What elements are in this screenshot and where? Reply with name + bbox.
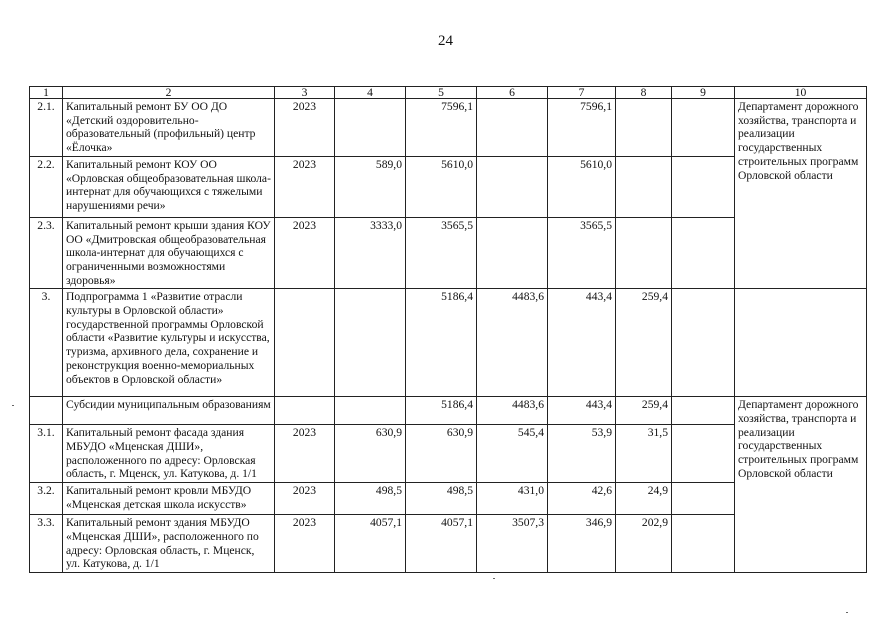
row-col8	[616, 99, 672, 157]
row-year: 2023	[275, 425, 335, 483]
table-row	[30, 99, 867, 157]
row-col4: 630,9	[335, 425, 406, 483]
header-cell: 9	[672, 87, 735, 99]
row-col6: 3507,3	[477, 515, 548, 573]
row-col8	[616, 156, 672, 217]
row-col4: 4057,1	[335, 515, 406, 573]
header-cell: 2	[63, 87, 275, 99]
row-col6	[477, 99, 548, 157]
row-col8: 24,9	[616, 483, 672, 515]
row-col4: 498,5	[335, 483, 406, 515]
row-number: 3.3.	[30, 515, 63, 573]
row-col9	[672, 217, 735, 289]
row-col9	[672, 515, 735, 573]
header-cell: 4	[335, 87, 406, 99]
row-number: 2.3.	[30, 217, 63, 289]
row-name: Капитальный ремонт кровли МБУДО «Мценская детская школа искусств»	[63, 483, 275, 515]
row-year	[275, 397, 335, 425]
row-year: 2023	[275, 99, 335, 157]
page-number: 24	[438, 33, 453, 49]
row-col7: 53,9	[548, 425, 616, 483]
row-name: Капитальный ремонт КОУ ОО «Орловская общеобразовательная школа-интернат для обучающихся с тяжелыми нарушениями речи»	[63, 156, 275, 217]
row-year: 2023	[275, 515, 335, 573]
row-col5: 5610,0	[406, 156, 477, 217]
row-col9	[672, 425, 735, 483]
row-year: 2023	[275, 217, 335, 289]
row-col8: 259,4	[616, 289, 672, 397]
row-col7: 3565,5	[548, 217, 616, 289]
table-row	[30, 397, 867, 425]
row-col7: 5610,0	[548, 156, 616, 217]
row-col6: 545,4	[477, 425, 548, 483]
row-col9	[672, 99, 735, 157]
row-year: 2023	[275, 483, 335, 515]
row-name: Капитальный ремонт БУ ОО ДО «Детский оздоровительно-образовательный (профильный) центр «Ёлочка»	[63, 99, 275, 157]
header-cell: 3	[275, 87, 335, 99]
table-header-row	[30, 87, 867, 99]
program-table	[29, 86, 867, 573]
row-col5: 4057,1	[406, 515, 477, 573]
row-col9	[672, 483, 735, 515]
row-col8: 31,5	[616, 425, 672, 483]
row-col8	[616, 217, 672, 289]
header-cell: 1	[30, 87, 63, 99]
row-col7: 42,6	[548, 483, 616, 515]
row-col5: 498,5	[406, 483, 477, 515]
responsible-department: Департамент дорожного хозяйства, транспорта и реализации государственных строительных программ Орловской области	[735, 99, 867, 289]
row-col5: 630,9	[406, 425, 477, 483]
row-col6: 4483,6	[477, 397, 548, 425]
row-number: 3.	[30, 289, 63, 397]
row-col8: 202,9	[616, 515, 672, 573]
row-col7: 443,4	[548, 397, 616, 425]
row-col4: 589,0	[335, 156, 406, 217]
row-col7: 7596,1	[548, 99, 616, 157]
row-year: 2023	[275, 156, 335, 217]
row-col9	[672, 397, 735, 425]
row-col8: 259,4	[616, 397, 672, 425]
row-col5: 3565,5	[406, 217, 477, 289]
row-col4	[335, 397, 406, 425]
row-col9	[672, 156, 735, 217]
row-year	[275, 289, 335, 397]
header-cell: 8	[616, 87, 672, 99]
row-col7: 443,4	[548, 289, 616, 397]
header-cell: 5	[406, 87, 477, 99]
department-empty-cell	[735, 289, 867, 397]
scan-speck	[493, 578, 495, 579]
row-col5: 7596,1	[406, 99, 477, 157]
row-name: Капитальный ремонт крыши здания КОУ ОО «Дмитровская общеобразовательная школа-интернат для обучающихся с ограниченными возможностями здоровья»	[63, 217, 275, 289]
table-row	[30, 289, 867, 397]
row-number: 2.1.	[30, 99, 63, 157]
header-cell: 10	[735, 87, 867, 99]
row-name: Субсидии муниципальным образованиям	[63, 397, 275, 425]
row-col5: 5186,4	[406, 397, 477, 425]
row-number: 3.1.	[30, 425, 63, 483]
scan-speck	[846, 612, 848, 613]
row-col4	[335, 99, 406, 157]
row-col6	[477, 156, 548, 217]
row-name: Капитальный ремонт фасада здания МБУДО «Мценская ДШИ», расположенного по адресу: Орловская область, г. Мценск, ул. Катукова, д. 1/1	[63, 425, 275, 483]
row-number	[30, 397, 63, 425]
row-number: 2.2.	[30, 156, 63, 217]
header-cell: 7	[548, 87, 616, 99]
row-name: Подпрограмма 1 «Развитие отрасли культуры в Орловской области» государственной программы Орловской области «Развитие культуры и искусства, туризма, архивного дела, сохранение и реконструкция военно-мемориальных объектов в Орловской области»	[63, 289, 275, 397]
row-col6	[477, 217, 548, 289]
row-col5: 5186,4	[406, 289, 477, 397]
row-name: Капитальный ремонт здания МБУДО «Мценская ДШИ», расположенного по адресу: Орловская область, г. Мценск, ул. Катукова, д. 1/1	[63, 515, 275, 573]
row-col6: 431,0	[477, 483, 548, 515]
row-number: 3.2.	[30, 483, 63, 515]
row-col4: 3333,0	[335, 217, 406, 289]
header-cell: 6	[477, 87, 548, 99]
row-col4	[335, 289, 406, 397]
row-col9	[672, 289, 735, 397]
responsible-department: Департамент дорожного хозяйства, транспорта и реализации государственных строительных программ Орловской области	[735, 397, 867, 573]
row-col7: 346,9	[548, 515, 616, 573]
scan-speck	[12, 405, 14, 406]
row-col6: 4483,6	[477, 289, 548, 397]
